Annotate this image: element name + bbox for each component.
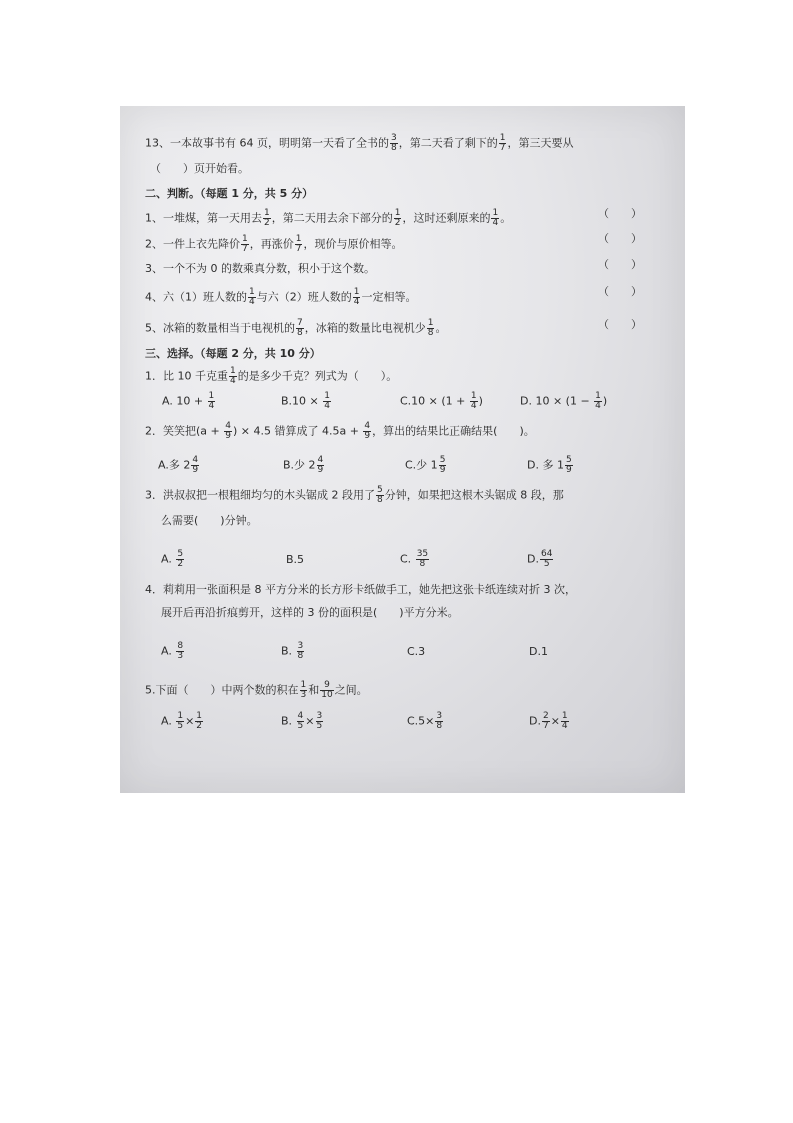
choice-5-option-b: B. $\frac{4}{5}$ × $\frac{3}{5}$ [281,711,323,731]
answer-paren-4: （ ） [598,285,642,298]
choice-1-option-d: D. 10 × (1 − $\frac{1}{4}$ ) [520,391,608,411]
judge-item-5: 5、冰箱的数量相当于电视机的 $\frac{7}{8}$ ，冰箱的数量比电视机少 $\frac{1}{8}$ 。 [145,318,447,338]
choice-question-5: 5.下面（ ）中两个数的积在 $\frac{1}{3}$ 和 $\frac{9}{10}$ 之间。 [145,680,368,700]
choice-3-option-c: C. $\frac{35}{8}$ [400,549,429,569]
choice-question-4: 4．莉莉用一张面积是 8 平方分米的长方形卡纸做手工，她先把这张卡纸连续对折 3 次， [145,583,576,596]
choice-4-option-b: B. $\frac{3}{8}$ [281,641,304,661]
choice-2-option-d: D. 多 1 $\frac{5}{9}$ [527,455,572,475]
choice-5-option-d: D. $\frac{2}{7}$ × $\frac{1}{4}$ [529,711,568,731]
section-2-title: 二、判断。（每题 1 分，共 5 分） [145,187,314,200]
choice-5-option-c: C.5× $\frac{3}{8}$ [407,711,443,731]
judge-item-4: 4、六（1）班人数的 $\frac{1}{4}$ 与六（2）班人数的 $\frac{1}{4}$ 一定相等。 [145,287,417,307]
q13-line1: 13、一本故事书有 64 页，明明第一天看了全书的 $\frac{3}{8}$ ，第二天看了剩下的 $\frac{1}{7}$ ，第三天要从 [145,133,574,153]
choice-2-option-b: B.少 2 $\frac{4}{9}$ [283,455,324,475]
q13-line2: （ ）页开始看。 [150,162,249,175]
choice-3-option-a: A. $\frac{5}{2}$ [161,549,184,569]
fraction: $\frac{3}{8}$ [391,133,397,153]
choice-question-4-line2: 展开后再沿折痕剪开，这样的 3 份的面积是( )平方分米。 [161,606,459,619]
choice-1-option-a: A. 10 + $\frac{1}{4}$ [162,391,215,411]
choice-2-option-c: C.少 1 $\frac{5}{9}$ [405,455,446,475]
judge-item-1: 1、一堆煤，第一天用去 $\frac{1}{2}$ ，第二天用去余下部分的 $\frac{1}{2}$ ，这时还剩原来的 $\frac{1}{4}$ 。 [145,208,512,228]
choice-question-1: 1．比 10 千克重 $\frac{1}{4}$ 的是多少千克？列式为（ ）。 [145,366,398,386]
choice-3-option-d: D. $\frac{64}{5}$ [527,549,553,569]
answer-paren-1: （ ） [598,207,642,220]
choice-question-2: 2．笑笑把(a + $\frac{4}{9}$ ) × 4.5 错算成了 4.5a + $\frac{4}{9}$ ，算出的结果比正确结果( )。 [145,421,535,441]
choice-3-option-b: B.5 [286,553,305,566]
answer-paren-5: （ ） [598,318,642,331]
answer-paren-2: （ ） [598,232,642,245]
choice-question-3: 3．洪叔叔把一根粗细均匀的木头锯成 2 段用了 $\frac{5}{8}$ 分钟，如果把这根木头锯成 8 段，那 [145,485,564,505]
answer-paren-3: （ ） [598,258,642,271]
choice-5-option-a: A. $\frac{1}{5}$ × $\frac{1}{2}$ [161,711,203,731]
section-3-title: 三、选择。（每题 2 分，共 10 分） [145,347,321,360]
choice-4-option-a: A. $\frac{8}{3}$ [161,641,184,661]
choice-2-option-a: A.多 2 $\frac{4}{9}$ [158,455,199,475]
judge-item-3: 3、一个不为 0 的数乘真分数，积小于这个数。 [145,262,375,275]
judge-item-2: 2、一件上衣先降价 $\frac{1}{7}$ ，再涨价 $\frac{1}{7}$ ，现价与原价相等。 [145,234,403,254]
choice-1-option-c: C.10 × (1 + $\frac{1}{4}$ ) [400,391,483,411]
choice-4-option-d: D.1 [529,645,548,658]
choice-1-option-b: B.10 × $\frac{1}{4}$ [281,391,330,411]
choice-question-3-line2: 么需要( )分钟。 [161,514,258,527]
fraction: $\frac{1}{7}$ [499,133,506,153]
choice-4-option-c: C.3 [407,645,426,658]
